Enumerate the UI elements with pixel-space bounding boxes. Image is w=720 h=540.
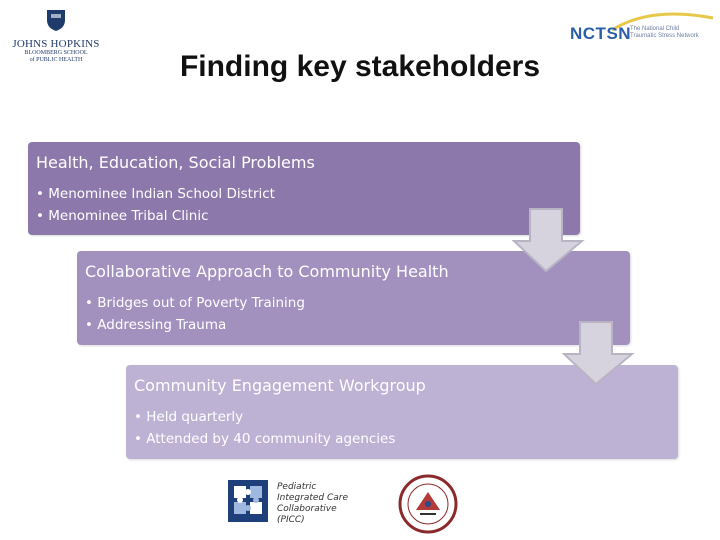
nctsn-description [630, 26, 710, 40]
page-title: Finding key stakeholders [179, 50, 541, 83]
down-arrow-icon [562, 320, 636, 386]
nctsn-desc-line-2: Traumatic Stress Network [630, 33, 699, 39]
stage-heading: Health, Education, Social Problems [36, 153, 315, 172]
shield-icon [45, 8, 67, 32]
picc-line-2: Integrated Care [277, 493, 349, 503]
jhu-subtitle-line-1: BLOOMBERG SCHOOL [24, 50, 88, 56]
down-arrow-icon [512, 207, 586, 273]
menominee-seal-icon [398, 474, 458, 534]
picc-line-1: Pediatric [277, 482, 317, 492]
nctsn-desc-line-1: The National Child [630, 26, 680, 32]
stage-bullet: • Bridges out of Poverty Training [85, 295, 305, 311]
stage-bullet-list [28, 183, 580, 227]
stage-bullet: • Menominee Tribal Clinic [36, 208, 209, 224]
stage-bullet: • Menominee Indian School District [36, 186, 275, 202]
stage-bullet: • Held quarterly [134, 409, 244, 425]
jhu-name: JOHNS HOPKINS [12, 38, 100, 50]
stage-box-1 [28, 142, 580, 235]
stage-bullet: • Attended by 40 community agencies [134, 431, 396, 447]
nctsn-mark: NCTSN [570, 24, 632, 43]
stage-heading: Community Engagement Workgroup [134, 376, 426, 395]
jhu-subtitle-line-2: of PUBLIC HEALTH [29, 57, 83, 63]
nctsn-logo [570, 12, 715, 52]
stage-bullet-list [126, 406, 678, 450]
picc-line-3: Collaborative [277, 504, 337, 514]
stage-bullet: • Addressing Trauma [85, 317, 227, 333]
picc-line-4: (PICC) [277, 515, 305, 525]
stage-heading: Collaborative Approach to Community Health [85, 262, 449, 281]
stage-bullet-list [77, 292, 630, 336]
puzzle-logo-icon [226, 476, 270, 524]
picc-label [277, 482, 357, 526]
